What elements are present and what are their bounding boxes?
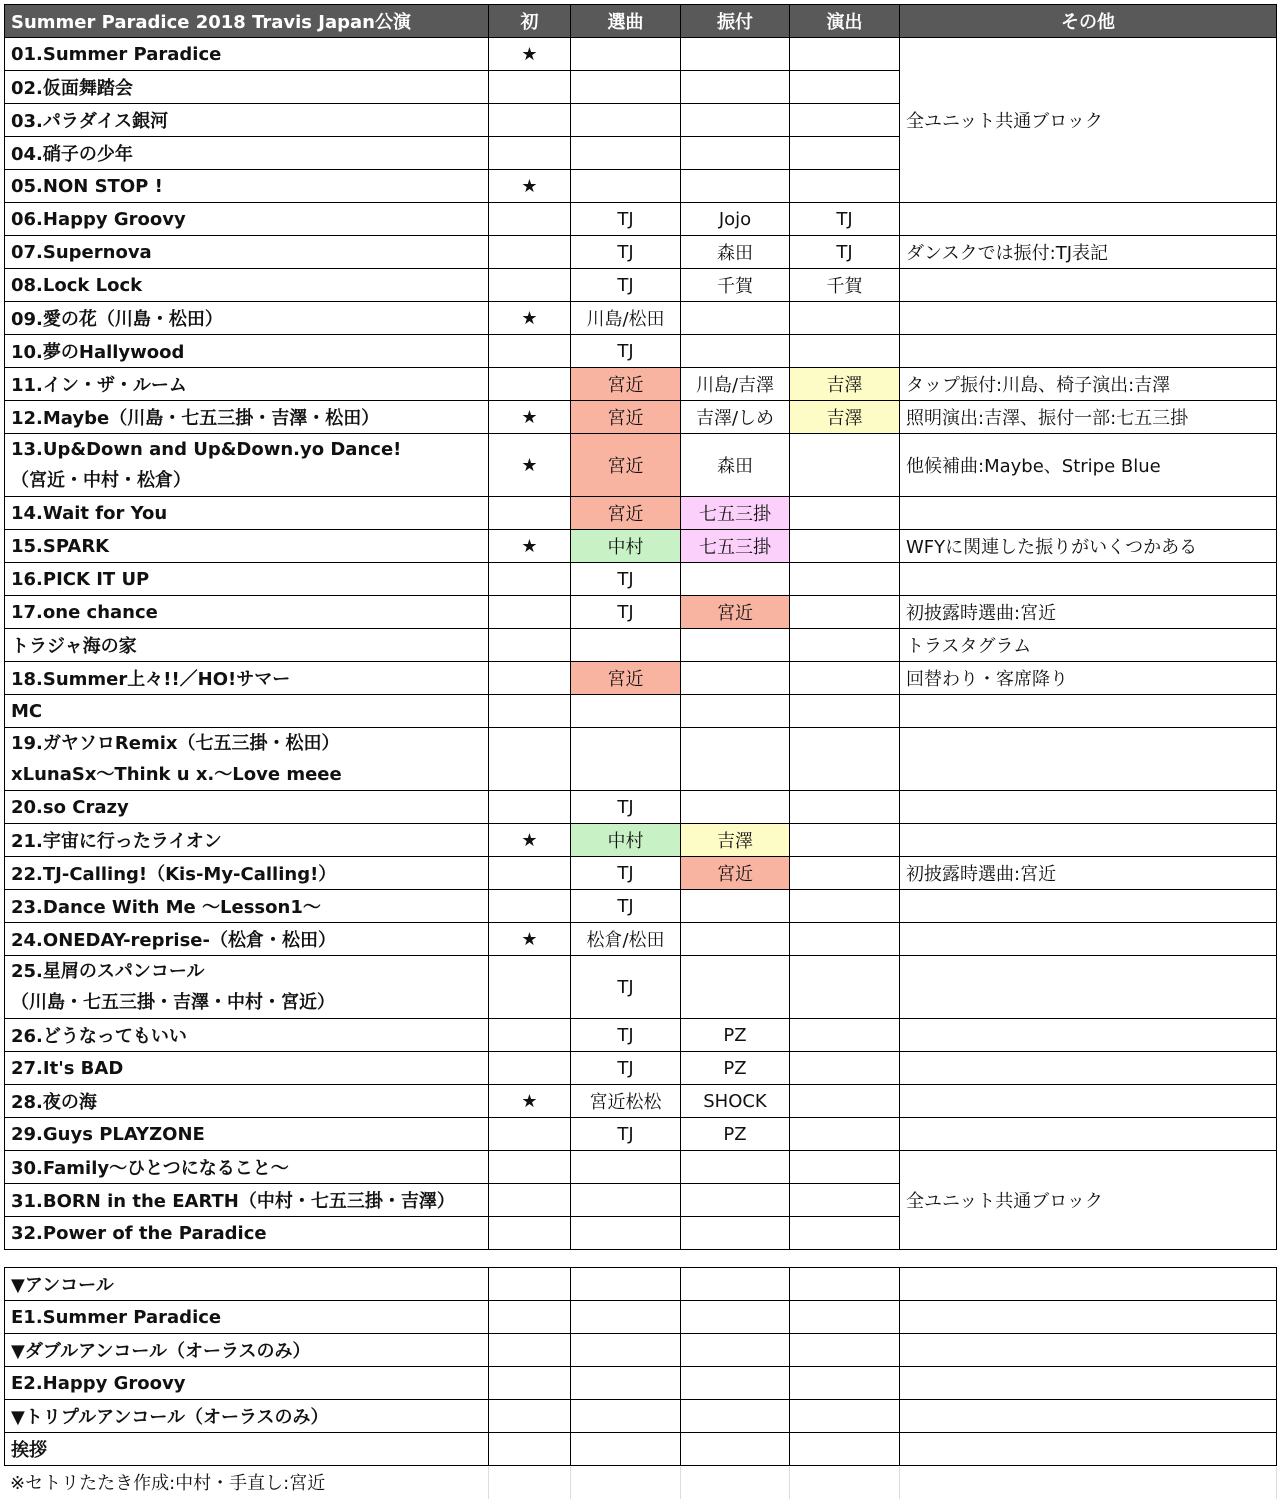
direction-cell xyxy=(790,71,900,104)
selection-cell: 宮近 xyxy=(571,401,681,434)
other-note xyxy=(900,497,1277,530)
first-mark xyxy=(489,791,571,824)
other-note xyxy=(900,728,1277,791)
encore-item: 挨拶 xyxy=(5,1433,489,1466)
song-title: 03.パラダイス銀河 xyxy=(5,104,489,137)
other-note xyxy=(900,269,1277,302)
first-mark: ★ xyxy=(489,1085,571,1118)
table-row xyxy=(5,563,1277,596)
choreography-cell xyxy=(681,923,790,956)
selection-cell: TJ xyxy=(571,1118,681,1151)
selection-cell: 宮近 xyxy=(571,368,681,401)
selection-cell xyxy=(571,38,681,71)
direction-cell xyxy=(790,923,900,956)
table-row xyxy=(5,923,1277,956)
song-title: 08.Lock Lock xyxy=(5,269,489,302)
first-mark xyxy=(489,71,571,104)
song-title: 10.夢のHallywood xyxy=(5,335,489,368)
first-mark xyxy=(489,1217,571,1250)
direction-cell xyxy=(790,1151,900,1184)
selection-cell: TJ xyxy=(571,596,681,629)
song-title: 18.Summer上々!!／HO!サマー xyxy=(5,662,489,695)
other-note xyxy=(900,1019,1277,1052)
choreography-cell: Jojo xyxy=(681,203,790,236)
header-title: Summer Paradice 2018 Travis Japan公演 xyxy=(5,5,489,38)
song-title: 12.Maybe（川島・七五三掛・吉澤・松田） xyxy=(5,401,489,434)
song-title xyxy=(5,728,489,791)
choreography-cell: 千賀 xyxy=(681,269,790,302)
table-row xyxy=(5,368,1277,401)
choreography-cell xyxy=(681,38,790,71)
song-title: 14.Wait for You xyxy=(5,497,489,530)
song-title: 21.宇宙に行ったライオン xyxy=(5,824,489,857)
song-title-line2: xLunaSx～Think u x.～Love meee xyxy=(11,764,342,785)
table-row xyxy=(5,236,1277,269)
first-mark xyxy=(489,662,571,695)
encore-row xyxy=(5,1433,1277,1466)
other-note: 照明演出:吉澤、振付一部:七五三掛 xyxy=(900,401,1277,434)
selection-cell: TJ xyxy=(571,857,681,890)
song-title xyxy=(5,956,489,1019)
song-title: 23.Dance With Me ～Lesson1～ xyxy=(5,890,489,923)
other-note: トラスタグラム xyxy=(900,629,1277,662)
first-mark xyxy=(489,203,571,236)
direction-cell xyxy=(790,824,900,857)
direction-cell xyxy=(790,791,900,824)
selection-cell: 川島/松田 xyxy=(571,302,681,335)
song-title: 30.Family～ひとつになること～ xyxy=(5,1151,489,1184)
song-title: 09.愛の花（川島・松田） xyxy=(5,302,489,335)
choreography-cell xyxy=(681,1184,790,1217)
setlist-table xyxy=(4,4,1277,1250)
selection-cell: 中村 xyxy=(571,530,681,563)
other-note xyxy=(900,335,1277,368)
table-row xyxy=(5,791,1277,824)
song-title: 06.Happy Groovy xyxy=(5,203,489,236)
footnote: ※セトリたたき作成:中村・手直し:宮近 xyxy=(10,1473,326,1494)
other-note xyxy=(900,203,1277,236)
table-row xyxy=(5,857,1277,890)
choreography-cell: 森田 xyxy=(681,434,790,497)
song-title: 26.どうなってもいい xyxy=(5,1019,489,1052)
direction-cell xyxy=(790,1184,900,1217)
header-first: 初 xyxy=(489,5,571,38)
table-row xyxy=(5,1151,1277,1184)
choreography-cell xyxy=(681,662,790,695)
selection-cell xyxy=(571,137,681,170)
selection-cell: TJ xyxy=(571,236,681,269)
direction-cell xyxy=(790,857,900,890)
header-direction: 演出 xyxy=(790,5,900,38)
first-mark: ★ xyxy=(489,434,571,497)
other-note xyxy=(900,695,1277,728)
selection-cell xyxy=(571,1151,681,1184)
choreography-cell: PZ xyxy=(681,1052,790,1085)
direction-cell xyxy=(790,302,900,335)
other-note xyxy=(900,824,1277,857)
encore-row xyxy=(5,1334,1277,1367)
direction-cell xyxy=(790,1085,900,1118)
direction-cell xyxy=(790,1019,900,1052)
direction-cell xyxy=(790,1217,900,1250)
selection-cell: 宮近 xyxy=(571,497,681,530)
first-mark xyxy=(489,269,571,302)
choreography-cell: 川島/吉澤 xyxy=(681,368,790,401)
direction-cell xyxy=(790,890,900,923)
direction-cell xyxy=(790,434,900,497)
table-row xyxy=(5,497,1277,530)
first-mark: ★ xyxy=(489,170,571,203)
direction-cell: TJ xyxy=(790,203,900,236)
encore-item: ▼アンコール xyxy=(5,1268,489,1301)
choreography-cell xyxy=(681,302,790,335)
other-note: WFYに関連した振りがいくつかある xyxy=(900,530,1277,563)
direction-cell: TJ xyxy=(790,236,900,269)
selection-cell: 中村 xyxy=(571,824,681,857)
selection-cell: TJ xyxy=(571,1019,681,1052)
choreography-cell xyxy=(681,728,790,791)
choreography-cell: 森田 xyxy=(681,236,790,269)
selection-cell xyxy=(571,1184,681,1217)
direction-cell xyxy=(790,662,900,695)
selection-cell xyxy=(571,170,681,203)
first-mark xyxy=(489,629,571,662)
choreography-cell: PZ xyxy=(681,1118,790,1151)
encore-item: ▼ダブルアンコール（オーラスのみ） xyxy=(5,1334,489,1367)
choreography-cell xyxy=(681,563,790,596)
choreography-cell: 吉澤/しめ xyxy=(681,401,790,434)
other-note: 他候補曲:Maybe、Stripe Blue xyxy=(900,434,1277,497)
song-title: 15.SPARK xyxy=(5,530,489,563)
song-title-line1: 19.ガヤソロRemix（七五三掛・松田） xyxy=(11,733,340,754)
header-choreography: 振付 xyxy=(681,5,790,38)
other-note xyxy=(900,1085,1277,1118)
song-title: MC xyxy=(5,695,489,728)
selection-cell: 松倉/松田 xyxy=(571,923,681,956)
direction-cell xyxy=(790,497,900,530)
direction-cell xyxy=(790,596,900,629)
table-row xyxy=(5,269,1277,302)
other-note xyxy=(900,890,1277,923)
first-mark xyxy=(489,695,571,728)
selection-cell: 宮近 xyxy=(571,434,681,497)
direction-cell xyxy=(790,563,900,596)
table-row xyxy=(5,956,1277,1019)
first-mark: ★ xyxy=(489,923,571,956)
song-title-line1: 13.Up&Down and Up&Down.yo Dance! xyxy=(11,439,402,460)
selection-cell xyxy=(571,629,681,662)
selection-cell: TJ xyxy=(571,1052,681,1085)
encore-item: E1.Summer Paradice xyxy=(5,1301,489,1334)
encore-item: E2.Happy Groovy xyxy=(5,1367,489,1400)
song-title: 24.ONEDAY-reprise-（松倉・松田） xyxy=(5,923,489,956)
other-note xyxy=(900,1118,1277,1151)
selection-cell: TJ xyxy=(571,956,681,1019)
choreography-cell: 七五三掛 xyxy=(681,530,790,563)
song-title: 02.仮面舞踏会 xyxy=(5,71,489,104)
choreography-cell: PZ xyxy=(681,1019,790,1052)
song-title: 20.so Crazy xyxy=(5,791,489,824)
song-title: 31.BORN in the EARTH（中村・七五三掛・吉澤） xyxy=(5,1184,489,1217)
first-mark xyxy=(489,728,571,791)
other-note: タップ振付:川島、椅子演出:吉澤 xyxy=(900,368,1277,401)
choreography-cell xyxy=(681,791,790,824)
choreography-cell xyxy=(681,170,790,203)
selection-cell: TJ xyxy=(571,791,681,824)
table-row xyxy=(5,1019,1277,1052)
song-title: 05.NON STOP ! xyxy=(5,170,489,203)
direction-cell xyxy=(790,38,900,71)
table-row xyxy=(5,203,1277,236)
direction-cell xyxy=(790,695,900,728)
choreography-cell: SHOCK xyxy=(681,1085,790,1118)
table-row xyxy=(5,596,1277,629)
first-mark xyxy=(489,956,571,1019)
table-row xyxy=(5,728,1277,791)
selection-cell: TJ xyxy=(571,890,681,923)
direction-cell xyxy=(790,1052,900,1085)
other-note xyxy=(900,563,1277,596)
other-note: 回替わり・客席降り xyxy=(900,662,1277,695)
table-row xyxy=(5,434,1277,497)
choreography-cell xyxy=(681,890,790,923)
direction-cell: 吉澤 xyxy=(790,368,900,401)
selection-cell: TJ xyxy=(571,563,681,596)
header-row xyxy=(5,5,1277,38)
table-row xyxy=(5,1085,1277,1118)
song-title: 07.Supernova xyxy=(5,236,489,269)
table-row xyxy=(5,629,1277,662)
choreography-cell xyxy=(681,695,790,728)
direction-cell xyxy=(790,1118,900,1151)
choreography-cell: 吉澤 xyxy=(681,824,790,857)
choreography-cell xyxy=(681,956,790,1019)
choreography-cell xyxy=(681,629,790,662)
song-title: 29.Guys PLAYZONE xyxy=(5,1118,489,1151)
first-mark xyxy=(489,1184,571,1217)
direction-cell xyxy=(790,956,900,1019)
choreography-cell xyxy=(681,1151,790,1184)
other-note xyxy=(900,923,1277,956)
common-block-note: 全ユニット共通ブロック xyxy=(900,1151,1277,1250)
selection-cell: 宮近 xyxy=(571,662,681,695)
first-mark xyxy=(489,335,571,368)
first-mark xyxy=(489,1019,571,1052)
first-mark xyxy=(489,1118,571,1151)
direction-cell: 千賀 xyxy=(790,269,900,302)
table-row xyxy=(5,38,1277,71)
selection-cell xyxy=(571,71,681,104)
other-note xyxy=(900,956,1277,1019)
other-note: 初披露時選曲:宮近 xyxy=(900,596,1277,629)
other-note xyxy=(900,302,1277,335)
selection-cell: TJ xyxy=(571,335,681,368)
common-block-note: 全ユニット共通ブロック xyxy=(900,38,1277,203)
other-note: 初披露時選曲:宮近 xyxy=(900,857,1277,890)
selection-cell xyxy=(571,728,681,791)
selection-cell: TJ xyxy=(571,203,681,236)
table-row xyxy=(5,530,1277,563)
first-mark xyxy=(489,890,571,923)
direction-cell xyxy=(790,530,900,563)
direction-cell: 吉澤 xyxy=(790,401,900,434)
encore-table xyxy=(4,1267,1277,1466)
song-title: 22.TJ-Calling!（Kis-My-Calling!） xyxy=(5,857,489,890)
table-row xyxy=(5,824,1277,857)
encore-item: ▼トリプルアンコール（オーラスのみ） xyxy=(5,1400,489,1433)
choreography-cell: 宮近 xyxy=(681,596,790,629)
song-title: 16.PICK IT UP xyxy=(5,563,489,596)
selection-cell xyxy=(571,104,681,137)
first-mark xyxy=(489,1151,571,1184)
first-mark: ★ xyxy=(489,530,571,563)
first-mark xyxy=(489,104,571,137)
choreography-cell xyxy=(681,1217,790,1250)
header-selection: 選曲 xyxy=(571,5,681,38)
direction-cell xyxy=(790,728,900,791)
table-row xyxy=(5,662,1277,695)
selection-cell: 宮近松松 xyxy=(571,1085,681,1118)
choreography-cell xyxy=(681,335,790,368)
song-title: 17.one chance xyxy=(5,596,489,629)
first-mark xyxy=(489,563,571,596)
first-mark: ★ xyxy=(489,302,571,335)
first-mark xyxy=(489,368,571,401)
first-mark: ★ xyxy=(489,824,571,857)
song-title xyxy=(5,434,489,497)
first-mark xyxy=(489,857,571,890)
first-mark xyxy=(489,1052,571,1085)
song-title: 27.It's BAD xyxy=(5,1052,489,1085)
first-mark xyxy=(489,137,571,170)
song-title: 11.イン・ザ・ルーム xyxy=(5,368,489,401)
other-note: ダンスクでは振付:TJ表記 xyxy=(900,236,1277,269)
table-row xyxy=(5,890,1277,923)
other-note xyxy=(900,791,1277,824)
direction-cell xyxy=(790,104,900,137)
choreography-cell xyxy=(681,104,790,137)
song-title-line2: （宮近・中村・松倉） xyxy=(11,470,191,491)
table-row xyxy=(5,335,1277,368)
header-other: その他 xyxy=(900,5,1277,38)
choreography-cell: 七五三掛 xyxy=(681,497,790,530)
song-title-line2: （川島・七五三掛・吉澤・中村・宮近） xyxy=(11,992,335,1013)
table-row xyxy=(5,401,1277,434)
direction-cell xyxy=(790,170,900,203)
choreography-cell xyxy=(681,71,790,104)
encore-row xyxy=(5,1367,1277,1400)
song-title-line1: 25.星屑のスパンコール xyxy=(11,961,205,982)
encore-row xyxy=(5,1301,1277,1334)
table-row xyxy=(5,1118,1277,1151)
encore-row xyxy=(5,1400,1277,1433)
table-row xyxy=(5,302,1277,335)
choreography-cell xyxy=(681,137,790,170)
encore-row xyxy=(5,1268,1277,1301)
first-mark xyxy=(489,236,571,269)
song-title: 04.硝子の少年 xyxy=(5,137,489,170)
song-title: 01.Summer Paradice xyxy=(5,38,489,71)
choreography-cell: 宮近 xyxy=(681,857,790,890)
direction-cell xyxy=(790,629,900,662)
selection-cell: TJ xyxy=(571,269,681,302)
table-row xyxy=(5,1052,1277,1085)
song-title: トラジャ海の家 xyxy=(5,629,489,662)
selection-cell xyxy=(571,1217,681,1250)
selection-cell xyxy=(571,695,681,728)
song-title: 32.Power of the Paradice xyxy=(5,1217,489,1250)
first-mark xyxy=(489,596,571,629)
direction-cell xyxy=(790,137,900,170)
direction-cell xyxy=(790,335,900,368)
song-title: 28.夜の海 xyxy=(5,1085,489,1118)
first-mark: ★ xyxy=(489,38,571,71)
first-mark: ★ xyxy=(489,401,571,434)
table-row xyxy=(5,695,1277,728)
first-mark xyxy=(489,497,571,530)
other-note xyxy=(900,1052,1277,1085)
